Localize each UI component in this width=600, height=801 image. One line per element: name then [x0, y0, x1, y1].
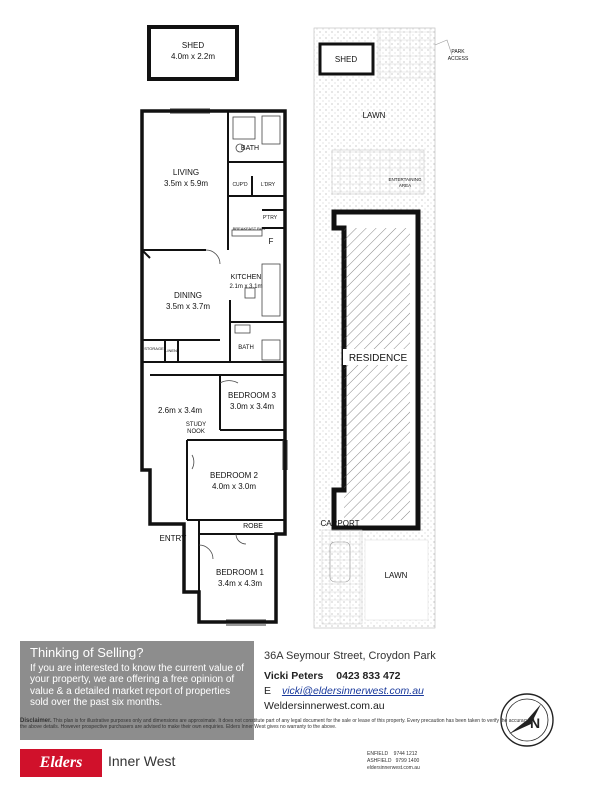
shed-dim: 4.0m x 2.2m	[170, 52, 216, 61]
dining-dim: 3.5m x 3.7m	[165, 302, 211, 311]
shed-label: SHED	[181, 41, 205, 50]
entertaining-label-2: AREA	[398, 183, 412, 188]
ptry-label: P'TRY	[262, 215, 278, 221]
living-label: LIVING	[172, 168, 200, 177]
living-dim: 3.5m x 5.9m	[163, 179, 209, 188]
web-link[interactable]: eldersinnerwest.com.au	[273, 700, 385, 712]
storage-label: STORAGE	[144, 346, 164, 351]
web-line	[264, 700, 385, 712]
lawn-bottom-area	[365, 540, 428, 620]
office-contacts	[367, 751, 420, 772]
park-access-label-2: ACCESS	[447, 56, 469, 62]
residence-label: RESIDENCE	[348, 353, 408, 364]
property-address: 36A Seymour Street, Croydon Park	[264, 650, 436, 662]
breakfast-label: BREAKFAST BAR	[232, 226, 266, 231]
agent-name: Vicki Peters	[264, 670, 324, 682]
lawn-top-label: LAWN	[362, 111, 386, 120]
bedroom3-dim: 3.0m x 3.4m	[229, 402, 275, 411]
site-shed-label: SHED	[334, 55, 358, 64]
office-enfield: ENFIELD 9744 1212	[367, 751, 418, 757]
carport-area	[322, 530, 362, 624]
compass-letter: N	[529, 715, 541, 731]
north-arrow-icon	[497, 690, 557, 750]
robe-label: ROBE	[243, 523, 263, 530]
park-access-label-1: PARK	[451, 49, 465, 55]
bath-mid-label: BATH	[238, 345, 254, 351]
office-ashfield: ASHFIELD 9799 1400	[367, 758, 420, 764]
promo-title: Thinking of Selling?	[30, 645, 144, 660]
study-dim: 2.6m x 3.4m	[157, 406, 203, 415]
bedroom1-dim: 3.4m x 4.3m	[217, 579, 263, 588]
bath-top-label: BATH	[240, 145, 260, 152]
agent-phone[interactable]: 0423 833 472	[336, 670, 401, 682]
bedroom1-label: BEDROOM 1	[215, 568, 265, 577]
study-label-2: NOOK	[187, 429, 205, 435]
disclaimer	[20, 718, 540, 731]
paving-area	[378, 28, 435, 78]
carport-label: CARPORT	[320, 519, 360, 528]
ldry-label: L'DRY	[260, 182, 276, 188]
promo-body: If you are interested to know the current value of your property, we are offering a free opinion of value & a detailed market report of properties sold over the past six months.	[30, 663, 245, 709]
entertaining-label-1: ENTERTAINING	[388, 177, 422, 182]
linen-label: LINEN	[165, 348, 177, 353]
disclaimer-text: This plan is for illustrative purposes only and dimensions are approximate. It does not constitute part of any legal document for the sale or lease of this property. Every precaution has been taken to verify the accuracy of the above details. However prospective purchasers are advised to make their own enquiries. Elders Inner West gives no warranty to the above.	[20, 718, 535, 731]
entry-label: ENTRY	[159, 534, 187, 543]
email-link[interactable]: vicki@eldersinnerwest.com.au	[281, 685, 424, 697]
web-prefix: W	[264, 700, 274, 712]
email-line	[264, 685, 424, 697]
disclaimer-heading: Disclaimer.	[20, 718, 52, 724]
floor-plan-labels	[144, 41, 278, 588]
dining-label: DINING	[174, 291, 202, 300]
cupd-label: CUP'D	[232, 182, 248, 188]
bedroom3-label: BEDROOM 3	[227, 391, 277, 400]
kitchen-label: KITCHEN	[230, 274, 262, 281]
kitchen-dim: 2.1m x 3.1m	[229, 284, 263, 290]
lawn-bottom-label: LAWN	[384, 571, 408, 580]
bedroom2-dim: 4.0m x 3.0m	[211, 482, 257, 491]
brand-subtitle: Inner West	[108, 753, 176, 769]
fridge-label: F	[268, 237, 274, 246]
elders-logo: Elders	[20, 749, 102, 777]
email-prefix: E	[264, 685, 272, 697]
bedroom2-label: BEDROOM 2	[209, 471, 259, 480]
agent-line	[264, 670, 401, 682]
study-label-1: STUDY	[185, 422, 207, 428]
office-website: eldersinnerwest.com.au	[367, 765, 420, 771]
